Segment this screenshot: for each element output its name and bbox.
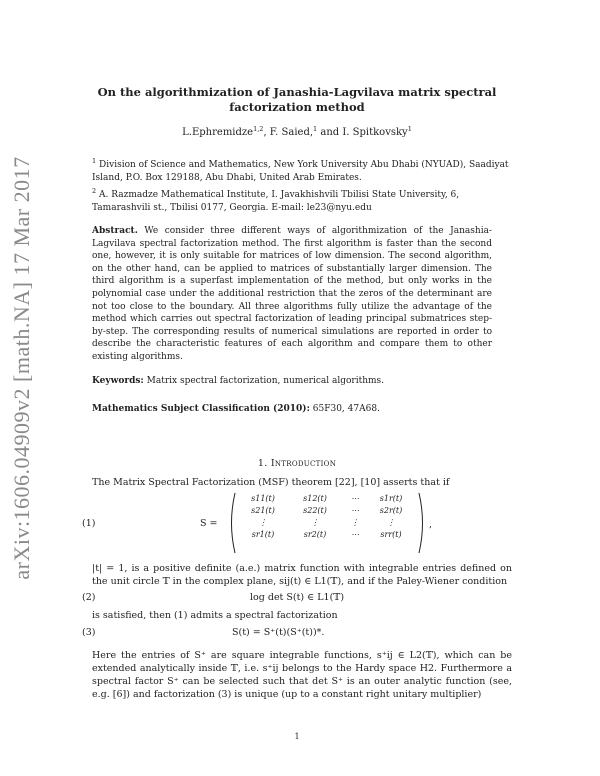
equation-1-matrix: [227, 491, 447, 556]
matrix-cell: ⋯: [351, 494, 359, 503]
author-1-affil: 1,2: [253, 125, 264, 133]
affiliation-1: [92, 155, 512, 185]
equation-1-number: (1): [82, 518, 96, 529]
author-3-affil: 1: [407, 125, 412, 133]
equation-1-trailing-comma: ,: [429, 519, 433, 530]
matrix-cell: srr(t): [380, 530, 402, 539]
msc-text: 65F30, 47A68.: [312, 404, 380, 414]
abstract: [92, 225, 492, 364]
keywords-label: Keywords:: [92, 376, 144, 386]
matrix-cell: s12(t): [303, 494, 327, 503]
matrix-cell: s1r(t): [379, 494, 403, 503]
paragraph-hardy-space: Here the entries of S⁺ are square integrable functions, s⁺ij ∈ L2(𝕋), which can be extended analytically inside 𝕋, i.e. s⁺ij belongs to the Hardy space H2. Furthermore a spectral factor S⁺ can be selected such that det S⁺ is an outer analytic function (see, e.g. [6]) and factorization (3) is unique (up to a constant right unitary multiplier): [92, 650, 512, 700]
author-2: , F. Saied,: [263, 127, 314, 138]
equation-1-lhs: S =: [200, 518, 218, 529]
equation-3-number: (3): [82, 627, 96, 638]
affiliation-2: [92, 185, 512, 215]
matrix-cell: ⋮: [259, 518, 267, 527]
affiliations: [92, 155, 512, 215]
keywords-text: Matrix spectral factorization, numerical algorithms.: [146, 376, 385, 386]
page-number: 1: [294, 732, 300, 741]
paper-title: [82, 85, 512, 115]
matrix-cell: s22(t): [303, 506, 327, 515]
equation-3-body: S(t) = S⁺(t)(S⁺(t))*.: [232, 627, 325, 638]
matrix-cell: sr2(t): [303, 530, 327, 539]
abstract-text: We consider three different ways of algorithmization of the Janashia-Lagvilava spectral factorization method. The first algorithm is faster than the second one, however, it is only suitable for matrices of low dimension. The second algorithm, on the other hand, can be applied to matrices of substantially larger dimension. The third algorithm is a superfast implementation of the method, but only works in the polynomial case under the additional restriction that the zeros of the determinant are not too close to the boundary. All three algorithms fully utilize the advantage of the method which carries out spectral factorization of leading principal submatrices step-by-step. The corresponding results of numerical simulations are reported in order to describe the characteristic features of each algorithm and compare them to other existing algorithms.: [92, 226, 492, 362]
matrix-cell: ⋯: [351, 506, 359, 515]
matrix-cell: ⋮: [311, 518, 319, 527]
equation-2-number: (2): [82, 592, 96, 603]
matrix-cell: sr1(t): [251, 530, 275, 539]
title-line-1: On the algorithmization of Janashia-Lagvilava matrix spectral: [97, 85, 497, 99]
equation-2-body: log det S(t) ∈ L1(𝕋): [250, 592, 345, 603]
affiliation-2-marker: 2: [92, 187, 97, 195]
matrix-cell: ⋮: [351, 518, 359, 527]
affiliation-2-text: A. Razmadze Mathematical Institute, I. Javakhishvili Tbilisi State University, 6, Tamarashvili st., Tbilisi 0177, Georgia. E-mail: le23@nyu.edu: [92, 190, 460, 213]
matrix-cell: ⋮: [387, 518, 395, 527]
matrix-cell: s21(t): [251, 506, 275, 515]
msc-label: Mathematics Subject Classification (2010):: [92, 404, 310, 414]
author-list: [82, 125, 512, 138]
msc-classification: [92, 404, 512, 414]
author-1: L.Ephremidze: [182, 127, 254, 138]
arxiv-identifier-stamp: [4, 155, 40, 580]
title-line-2: factorization method: [229, 100, 365, 114]
affiliation-1-text: Division of Science and Mathematics, New York University Abu Dhabi (NYUAD), Saadiyat Island, P.O. Box 129188, Abu Dhabi, United Arab Emirates.: [92, 160, 509, 183]
abstract-label: Abstract.: [92, 226, 138, 236]
matrix-entries: [237, 494, 413, 539]
author-3: and I. Spitkovsky: [317, 127, 408, 138]
paragraph-positive-definite: |t| = 1, is a positive definite (a.e.) matrix function with integrable entries defined on the unit circle 𝕋 in the complex plane, sij(t) ∈ L1(𝕋), and if the Paley-Wiener condition: [92, 563, 512, 587]
author-2-affil: 1: [313, 125, 318, 133]
matrix-cell: s2r(t): [379, 506, 403, 515]
affiliation-1-marker: 1: [92, 157, 97, 165]
intro-sentence: The Matrix Spectral Factorization (MSF) theorem [22], [10] asserts that if: [92, 477, 450, 488]
arxiv-identifier-text: arXiv:1606.04909v2 [math.NA] 17 Mar 2017: [9, 155, 34, 580]
matrix-cell: ⋯: [351, 530, 359, 539]
paragraph-admits-factorization: is satisfied, then (1) admits a spectral factorization: [92, 610, 338, 621]
keywords: [92, 376, 512, 386]
section-heading: 1. Introduction: [257, 458, 337, 469]
matrix-cell: s11(t): [251, 494, 275, 503]
